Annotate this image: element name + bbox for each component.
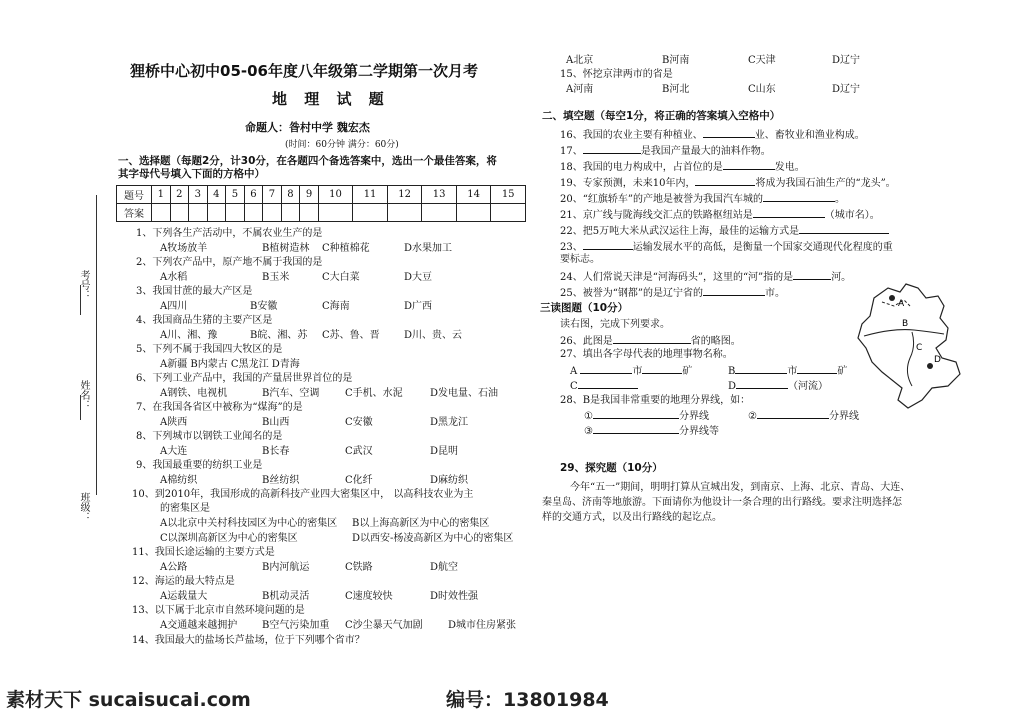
table-number-cell: 1 [152, 186, 171, 204]
option: B空气污染加重 [262, 620, 330, 631]
answer-blank[interactable] [578, 378, 638, 389]
option: D麻纺织 [430, 475, 469, 486]
option: B河北 [662, 84, 690, 95]
exam-title: 狸桥中心初中05-06年度八年级第二学期第一次月考 [130, 62, 478, 80]
fill-question-23: 23、 运输发展水平的高低，是衡量一个国家交通现代化程度的重 [560, 239, 893, 254]
map-question-28-2: ② 分界线 [748, 408, 859, 423]
answer-cell[interactable] [491, 204, 526, 222]
option: D水果加工 [404, 243, 453, 254]
question-10-cont: 的密集区是 [160, 503, 210, 514]
option: B长春 [262, 446, 290, 457]
option: B内河航运 [262, 562, 310, 573]
fill-question-17: 17、 是我国产量最大的油料作物。 [560, 143, 771, 158]
map-question-28-3: ③ 分界线等 [584, 423, 719, 438]
exam-author: 命题人：昝村中学 魏宏杰 [245, 121, 370, 134]
option: B安徽 [250, 301, 278, 312]
option: C种植棉花 [322, 243, 370, 254]
answer-blank[interactable] [735, 363, 787, 374]
option: D航空 [430, 562, 459, 573]
fill-question-24: 24、人们常说天津是“河海码头”，这里的“河”指的是 河。 [560, 269, 851, 284]
option: A四川 [160, 301, 188, 312]
map-question-27-b: B 市 矿 [728, 363, 847, 378]
answer-blank[interactable] [703, 285, 765, 296]
answer-cell[interactable] [318, 204, 353, 222]
answer-blank[interactable] [703, 127, 755, 138]
answer-blank[interactable] [642, 363, 682, 374]
map-question-28: 28、B是我国非常重要的地理分界线，如： [560, 395, 751, 406]
option: B汽车、空调 [262, 388, 320, 399]
question-13: 13、以下属于北京市自然环境问题的是 [132, 605, 305, 616]
option: D城市住房紧张 [448, 620, 517, 631]
option: D黑龙江 [430, 417, 469, 428]
map-label-c: C [916, 343, 923, 353]
option: A北京 [566, 55, 594, 66]
question-9: 9、我国最重要的纺织工业是 [136, 460, 263, 471]
map-point-d [927, 363, 933, 369]
answer-blank[interactable] [757, 408, 829, 419]
section1-heading: 一、选择题（每题2分，计30分，在各题四个备选答案中，选出一个最佳答案，将 [118, 155, 497, 167]
answer-cell[interactable] [281, 204, 300, 222]
option: A交通越来越拥护 [160, 620, 238, 631]
option: C武汉 [345, 446, 373, 457]
option: A钢铁、电视机 [160, 388, 228, 399]
option: C山东 [748, 84, 776, 95]
answer-cell[interactable] [263, 204, 282, 222]
question-1: 1、下列各生产活动中，不属农业生产的是 [136, 228, 323, 239]
option: D辽宁 [832, 55, 861, 66]
answer-blank[interactable] [723, 159, 775, 170]
answer-cell[interactable] [226, 204, 245, 222]
option: C大白菜 [322, 272, 360, 283]
option: C铁路 [345, 562, 373, 573]
table-number-cell: 15 [491, 186, 526, 204]
option: B皖、湘、苏 [250, 330, 308, 341]
option: A运载量大 [160, 591, 208, 602]
option: D发电量、石油 [430, 388, 499, 399]
name-line [80, 395, 82, 420]
map-question-27: 27、填出各字母代表的地理事物名称。 [560, 349, 733, 360]
answer-blank[interactable] [793, 269, 831, 280]
label-class: 班级： [78, 492, 89, 522]
answer-blank[interactable] [580, 363, 632, 374]
fill-question-19: 19、专家预测，未来10年内， 将成为我国石油生产的“龙头”。 [560, 175, 896, 190]
answer-blank[interactable] [736, 378, 788, 389]
question-2: 2、下列农产品中，原产地不属于我国的是 [136, 257, 323, 268]
inquiry-line-2: 秦皇岛、济南等地旅游。下面请你为他设计一条合理的出行路线。要求注明选择怎 [542, 497, 902, 508]
option: D时效性强 [430, 591, 479, 602]
option: A川、湘、豫 [160, 330, 218, 341]
map-question-28-1: ① 分界线 [584, 408, 709, 423]
answer-cell[interactable] [422, 204, 457, 222]
section4-heading: 29、探究题（10分） [560, 462, 663, 474]
question-10: 10、到2010年，我国形成的高新科技产业四大密集区中， 以高科技农业为主 [132, 489, 474, 500]
option: C海南 [322, 301, 350, 312]
answer-cell[interactable] [456, 204, 491, 222]
river-c [907, 332, 913, 386]
question-15: 15、怀挖京津两市的省是 [560, 69, 673, 80]
answer-cell[interactable] [387, 204, 422, 222]
option: B玉米 [262, 272, 290, 283]
option: D昆明 [430, 446, 459, 457]
table-number-cell: 13 [422, 186, 457, 204]
option: A棉纺织 [160, 475, 198, 486]
table-number-cell: 14 [456, 186, 491, 204]
option: B植树造林 [262, 243, 310, 254]
answer-blank[interactable] [695, 175, 755, 186]
answer-cell[interactable] [353, 204, 388, 222]
inquiry-line-3: 样的交通方式，以及出行路线的起讫点。 [542, 512, 722, 523]
answer-blank[interactable] [583, 143, 641, 154]
question-14: 14、我国最大的盐场长芦盐场，位于下列哪个省市？ [132, 635, 365, 646]
answer-blank[interactable] [583, 239, 633, 250]
option: C天津 [748, 55, 776, 66]
answer-cell[interactable] [170, 204, 189, 222]
fill-question-25: 25、被誉为“钢都”的是辽宁省的 市。 [560, 285, 785, 300]
option: C化纤 [345, 475, 373, 486]
answer-cell[interactable] [244, 204, 263, 222]
map-question-27-a: A 市 矿 [570, 363, 692, 378]
fill-question-23-cont: 要标志。 [560, 254, 600, 265]
fill-question-18: 18、我国的电力构成中，占首位的是 发电。 [560, 159, 805, 174]
section1-heading-2: 其字母代号填入下面的方格中） [118, 168, 265, 180]
table-header-label: 题号 [117, 186, 152, 204]
table-number-cell: 11 [353, 186, 388, 204]
question-12: 12、海运的最大特点是 [132, 576, 235, 587]
question-5: 5、下列不属于我国四大牧区的是 [136, 344, 283, 355]
option: D辽宁 [832, 84, 861, 95]
option: A河南 [566, 84, 594, 95]
boundary-line [882, 300, 910, 306]
section3-intro: 读右图，完成下列要求。 [560, 319, 670, 330]
option: C速度较快 [345, 591, 393, 602]
option: C以深圳高新区为中心的密集区 [160, 533, 298, 544]
table-number-cell: 6 [244, 186, 263, 204]
option: D川、贵、云 [404, 330, 463, 341]
map-point-a [889, 295, 895, 301]
map-question-27-d: D （河流） [728, 378, 828, 393]
option: B山西 [262, 417, 290, 428]
option: A陕西 [160, 417, 188, 428]
map-question-27-c: C [570, 378, 638, 393]
table-number-cell: 10 [318, 186, 353, 204]
question-4: 4、我国商品生猪的主要产区是 [136, 315, 273, 326]
answer-blank[interactable] [763, 191, 835, 202]
option: A以北京中关村科技园区为中心的密集区 [160, 518, 338, 529]
question-11: 11、我国长途运输的主要方式是 [132, 547, 275, 558]
option: A大连 [160, 446, 188, 457]
answer-blank[interactable] [593, 408, 679, 419]
option: A公路 [160, 562, 188, 573]
table-number-cell: 2 [170, 186, 189, 204]
fill-question-21: 21、京广线与陇海线交汇点的铁路枢纽站是 （城市名）。 [560, 207, 880, 222]
answer-cell[interactable] [189, 204, 208, 222]
table-number-cell: 12 [387, 186, 422, 204]
option: B河南 [662, 55, 690, 66]
option: A水稻 [160, 272, 188, 283]
option: C手机、水泥 [345, 388, 403, 399]
answer-blank[interactable] [797, 363, 837, 374]
table-row-numbers [117, 186, 526, 204]
option: B机动灵活 [262, 591, 310, 602]
table-number-cell: 8 [281, 186, 300, 204]
map-question-26: 26、此图是 省的略图。 [560, 333, 741, 348]
exam-time-score: (时间：60分钟 满分：60分) [285, 140, 399, 150]
table-number-cell: 5 [226, 186, 245, 204]
exam-no-line [80, 285, 82, 315]
watermark-id: 编号：13801984 [446, 689, 609, 711]
option-inline: A新疆 B内蒙古 C黑龙江 D青海 [160, 359, 300, 370]
table-number-cell: 3 [189, 186, 208, 204]
answer-table [116, 185, 526, 222]
answer-blank[interactable] [799, 223, 889, 234]
question-8: 8、下列城市以钢铁工业闻名的是 [136, 431, 283, 442]
map-label-b: B [902, 319, 909, 329]
question-7: 7、在我国各省区中被称为“煤海”的是 [136, 402, 303, 413]
table-answer-label: 答案 [117, 204, 152, 222]
province-map [852, 276, 962, 426]
option: C安徽 [345, 417, 373, 428]
answer-cell[interactable] [207, 204, 226, 222]
label-exam-no: 考号： [78, 270, 89, 300]
option: D广西 [404, 301, 433, 312]
section3-heading: 三读图题（10分） [540, 302, 629, 314]
province-outline [858, 284, 960, 408]
answer-blank[interactable] [593, 423, 679, 434]
option: B丝纺织 [262, 475, 300, 486]
answer-cell[interactable] [152, 204, 171, 222]
option: A牧场放羊 [160, 243, 208, 254]
map-label-d: D [934, 355, 941, 365]
question-6: 6、下列工业产品中，我国的产量居世界首位的是 [136, 373, 353, 384]
option: D以西安-杨凌高新区为中心的密集区 [352, 533, 514, 544]
map-label-a: A [898, 299, 905, 309]
section2-heading: 二、填空题（每空1分，将正确的答案填入空格中） [542, 110, 781, 122]
table-row-answers [117, 204, 526, 222]
answer-blank[interactable] [753, 207, 825, 218]
watermark-strip [0, 682, 1024, 711]
option: D大豆 [404, 272, 433, 283]
question-3: 3、我国甘蔗的最大产区是 [136, 286, 253, 297]
table-number-cell: 4 [207, 186, 226, 204]
option: B以上海高新区为中心的密集区 [352, 518, 490, 529]
option: C苏、鲁、晋 [322, 330, 380, 341]
inquiry-line-1: 今年“五一”期间，明明打算从宣城出发，到南京、上海、北京、青岛、大连、 [570, 482, 911, 493]
watermark-site: 素材天下 sucaisucai.com [6, 689, 251, 711]
mountain-line-b [864, 330, 944, 336]
table-number-cell: 7 [263, 186, 282, 204]
label-name: 姓名： [78, 380, 89, 410]
fill-question-16: 16、我国的农业主要有种植业、 业、畜牧业和渔业构成。 [560, 127, 865, 142]
answer-blank[interactable] [613, 333, 691, 344]
exam-subject: 地 理 试 题 [272, 90, 390, 108]
binding-line [96, 195, 97, 495]
fill-question-20: 20、“红旗轿车”的产地是被誉为我国汽车城的 。 [560, 191, 845, 206]
option: C沙尘暴天气加剧 [345, 620, 423, 631]
fill-question-22: 22、把5万吨大米从武汉运往上海，最佳的运输方式是 [560, 223, 889, 238]
table-number-cell: 9 [300, 186, 319, 204]
answer-cell[interactable] [300, 204, 319, 222]
